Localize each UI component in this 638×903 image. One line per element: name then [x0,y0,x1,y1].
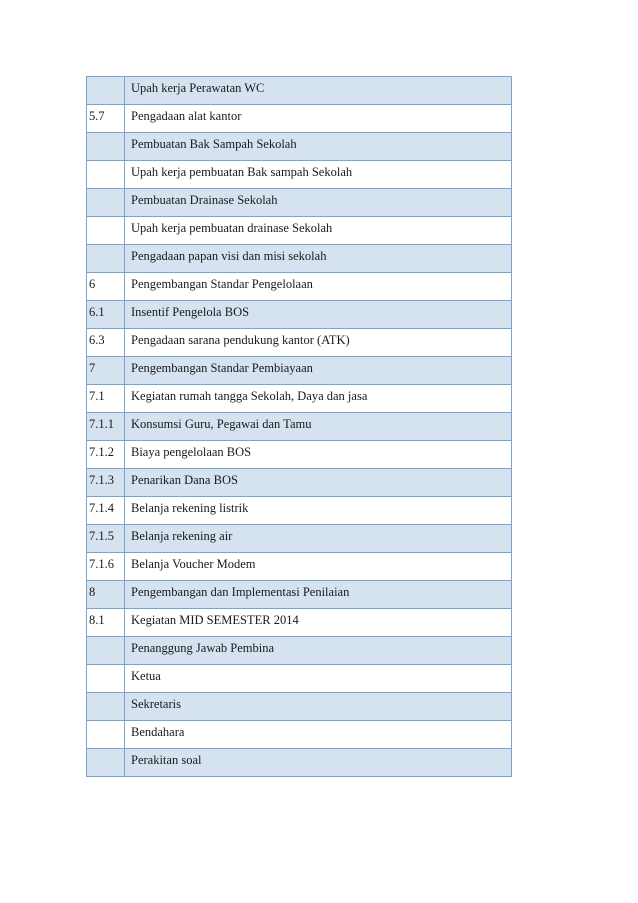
item-number-cell: 7 [87,357,125,385]
table-body [87,77,512,777]
item-description-cell: Pengadaan papan visi dan misi sekolah [125,245,512,273]
table-row [87,665,512,693]
item-number-cell: 7.1.1 [87,413,125,441]
item-description-cell: Belanja rekening listrik [125,497,512,525]
table-row [87,161,512,189]
table-row [87,693,512,721]
item-description-cell: Pengadaan sarana pendukung kantor (ATK) [125,329,512,357]
item-description-cell: Ketua [125,665,512,693]
item-description-cell: Perakitan soal [125,749,512,777]
item-number-cell [87,217,125,245]
table-row [87,553,512,581]
item-description-cell: Penanggung Jawab Pembina [125,637,512,665]
item-description-cell: Kegiatan rumah tangga Sekolah, Daya dan jasa [125,385,512,413]
table-row [87,217,512,245]
item-description-cell: Sekretaris [125,693,512,721]
item-number-cell: 7.1.4 [87,497,125,525]
item-description-cell: Biaya pengelolaan BOS [125,441,512,469]
table-row [87,245,512,273]
table-row [87,105,512,133]
table-row [87,413,512,441]
table-row [87,581,512,609]
table-row [87,525,512,553]
item-description-cell: Penarikan Dana BOS [125,469,512,497]
table-row [87,469,512,497]
table-row [87,189,512,217]
item-number-cell: 7.1.5 [87,525,125,553]
item-number-cell [87,665,125,693]
item-description-cell: Pengembangan Standar Pembiayaan [125,357,512,385]
table-row [87,357,512,385]
item-description-cell: Pembuatan Bak Sampah Sekolah [125,133,512,161]
item-number-cell: 8.1 [87,609,125,637]
item-number-cell [87,637,125,665]
item-description-cell: Pengembangan dan Implementasi Penilaian [125,581,512,609]
table-row [87,441,512,469]
budget-items-table [86,76,512,777]
item-description-cell: Upah kerja pembuatan drainase Sekolah [125,217,512,245]
item-description-cell: Belanja Voucher Modem [125,553,512,581]
item-number-cell [87,133,125,161]
item-number-cell [87,189,125,217]
item-description-cell: Bendahara [125,721,512,749]
item-number-cell [87,721,125,749]
item-description-cell: Belanja rekening air [125,525,512,553]
item-description-cell: Konsumsi Guru, Pegawai dan Tamu [125,413,512,441]
item-number-cell [87,161,125,189]
item-description-cell: Pengadaan alat kantor [125,105,512,133]
table-row [87,273,512,301]
table-row [87,609,512,637]
table-row [87,497,512,525]
item-description-cell: Insentif Pengelola BOS [125,301,512,329]
table-row [87,637,512,665]
item-description-cell: Pengembangan Standar Pengelolaan [125,273,512,301]
item-number-cell [87,693,125,721]
item-description-cell: Pembuatan Drainase Sekolah [125,189,512,217]
item-number-cell [87,77,125,105]
item-number-cell: 7.1.2 [87,441,125,469]
item-number-cell: 7.1.3 [87,469,125,497]
table-row [87,133,512,161]
table-row [87,329,512,357]
table-row [87,301,512,329]
item-number-cell: 5.7 [87,105,125,133]
item-description-cell: Upah kerja pembuatan Bak sampah Sekolah [125,161,512,189]
item-number-cell: 8 [87,581,125,609]
item-number-cell: 6.1 [87,301,125,329]
item-number-cell: 7.1 [87,385,125,413]
item-description-cell: Kegiatan MID SEMESTER 2014 [125,609,512,637]
item-description-cell: Upah kerja Perawatan WC [125,77,512,105]
table-row [87,749,512,777]
table-row [87,385,512,413]
table-row [87,721,512,749]
table-row [87,77,512,105]
item-number-cell [87,245,125,273]
item-number-cell: 6.3 [87,329,125,357]
item-number-cell: 6 [87,273,125,301]
item-number-cell [87,749,125,777]
item-number-cell: 7.1.6 [87,553,125,581]
